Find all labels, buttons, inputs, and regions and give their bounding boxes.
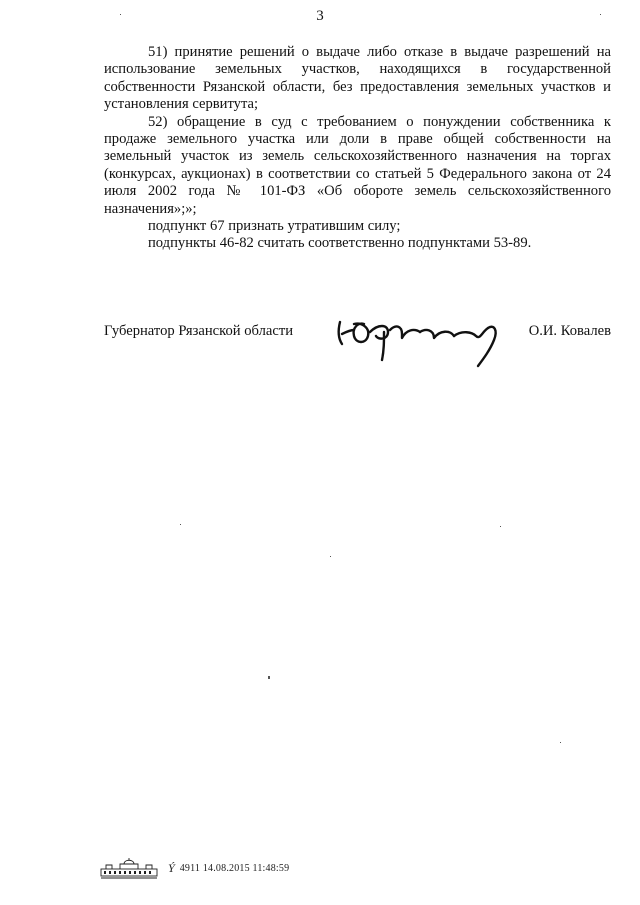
scan-speck	[600, 14, 601, 15]
scan-speck	[180, 524, 181, 525]
paragraph-subpoint-67: подпункт 67 признать утратившим силу;	[148, 218, 401, 235]
paragraph-item-52: 52) обращение в суд с требованием о понуждении собственника к продаже земельного участка или доли в праве общей собственности на земельный участок из земель сельскохозяйственного назначения на торгах (конкурсах, аукционах) в соответствии со статьей 5 Федерального закона от 24 июля 2002 года № 101-ФЗ «Об обороте земель сельскохозяйственного назначения»;»;	[104, 113, 611, 217]
government-building-logo-icon	[100, 857, 158, 879]
registration-stamp: 4911 14.08.2015 11:48:59	[179, 862, 290, 874]
scan-speck	[120, 14, 121, 15]
signature-block	[104, 310, 611, 370]
scan-speck	[500, 526, 501, 527]
document-body	[104, 44, 611, 253]
handwritten-signature	[330, 310, 510, 370]
scan-speck	[560, 742, 561, 743]
footer-mark: Ý	[168, 860, 175, 875]
paragraph-item-51: 51) принятие решений о выдаче либо отказе в выдаче разрешений на использование земельных участков, находящихся в государственной собственности Рязанской области, без предоставления земельных участков и установления сервитута;	[104, 44, 611, 113]
registration-footer	[100, 856, 289, 880]
signatory-name: О.И. Ковалев	[528, 323, 611, 339]
paragraph-renumbering: подпункты 46-82 считать соответственно подпунктами 53-89.	[148, 235, 532, 252]
scan-speck	[330, 556, 331, 557]
page-number: 3	[316, 8, 324, 24]
signatory-position: Губернатор Рязанской области	[104, 323, 294, 339]
scan-speck	[268, 676, 270, 679]
